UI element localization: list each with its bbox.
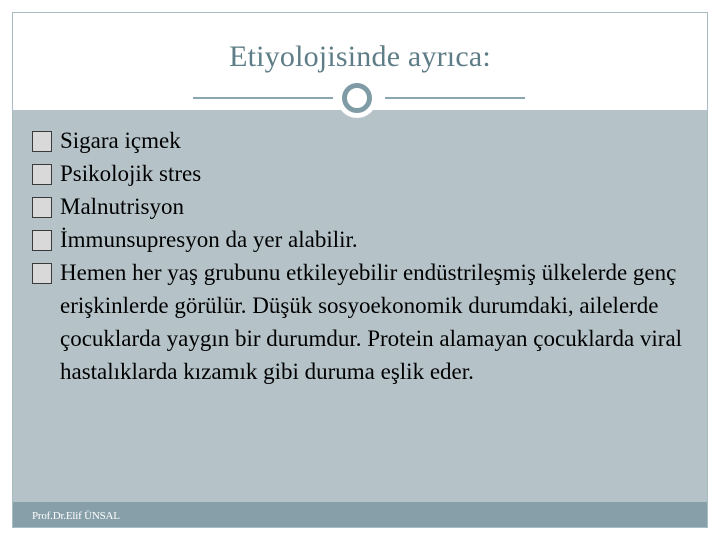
bullet-text: İmmunsupresyon da yer alabilir.: [60, 227, 358, 252]
bullet-text: Sigara içmek: [60, 128, 181, 153]
bullet-item: [32, 124, 692, 157]
bullet-text: Psikolojik stres: [60, 161, 202, 186]
bullet-text: Malnutrisyon: [60, 194, 184, 219]
missing-glyph-icon: [32, 164, 52, 185]
title-divider-right: [385, 97, 525, 99]
bullet-list: [32, 124, 692, 388]
bullet-item: [32, 223, 692, 256]
missing-glyph-icon: [32, 197, 52, 218]
missing-glyph-icon: [32, 263, 52, 284]
bullet-item: [32, 256, 692, 388]
bullet-item: [32, 157, 692, 190]
missing-glyph-icon: [32, 131, 52, 152]
slide-title: Etiyolojisinde ayrıca:: [229, 40, 491, 73]
bullet-item: [32, 190, 692, 223]
footer-author: Prof.Dr.Elif ÜNSAL: [32, 510, 120, 522]
missing-glyph-icon: [32, 230, 52, 251]
bullet-text: Hemen her yaş grubunu etkileyebilir endüstrileşmiş ülkelerde genç erişkinlerde görülür. Düşük sosyoekonomik durumdaki, ailelerde çocuklarda yaygın bir durumdur. Protein alamayan çocuklarda viral hastalıklarda kızamık gibi duruma eşlik eder.: [60, 260, 683, 384]
title-divider-left: [193, 97, 333, 99]
divider-ring-icon: [342, 83, 372, 113]
